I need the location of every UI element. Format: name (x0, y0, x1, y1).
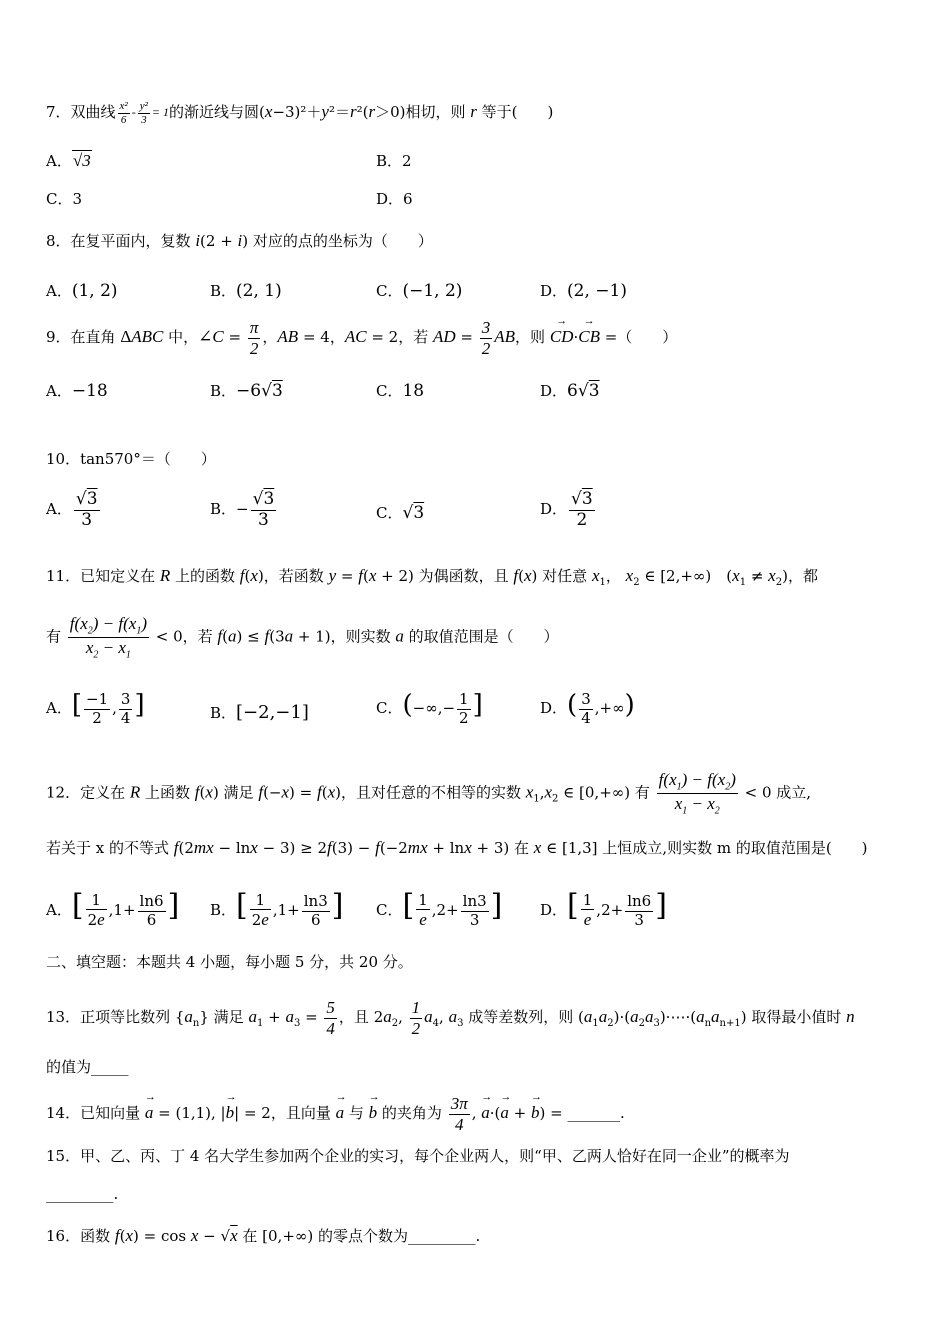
q15-stem-line2: _________. (46, 1185, 119, 1203)
q11-option-d: D．( $\frac{3}{4}$ ,+∞) (540, 690, 635, 727)
q12-option-c: C．[ $\frac{1}{e}$ ,2+ $\frac{\ln 3}{3}$ ] (376, 888, 503, 930)
q10-stem: 10．tan570°＝（ ） (46, 450, 216, 468)
q9-option-a: A．−18 (46, 381, 108, 401)
q9-stem: 9．在直角 ΔABC 中，∠C = $\frac{\pi}{2}$ ，AB = 4，AC = 2，若 AD = $\frac{3}{2}$ AB，则 → CD·→ CB =（ ） (46, 318, 677, 358)
q9-option-d: D．6√3 (540, 381, 600, 401)
q11-stem-line1: 11．已知定义在 R 上的函数 f(x)，若函数 y = f(x + 2) 为偶函数，且 f(x) 对任意 $x_1$， $x_2$ ∈ [2,+∞) $(x_1 \ne x_2)$，都 (46, 566, 818, 588)
q7-stem: 7．双曲线 $\frac{\text{x²}}{6}$ - $\frac{\text{y²}}{3}$ = 1的渐近线与圆(x−3)²＋y²＝r²(r＞0)相切，则 r 等于( ) (46, 100, 554, 126)
q10-option-c: C．√3 (376, 503, 425, 523)
q7-option-d: D．6 (376, 190, 413, 208)
q8-option-c: C．(−1, 2) (376, 281, 463, 301)
q9-option-c: C．18 (376, 381, 425, 401)
q10-option-d: D． $\frac{√3}{2}$ (540, 489, 593, 530)
q10-option-b: B．− $\frac{√3}{3}$ (210, 489, 275, 530)
q8-stem: 8．在复平面内，复数 i(2 + i) 对应的点的坐标为（ ） (46, 231, 433, 250)
q8-option-d: D．(2, −1) (540, 281, 627, 301)
q7-option-a: A．√3 (46, 151, 91, 170)
q11-option-c: C．(−∞,− $\frac{1}{2}$ ] (376, 690, 483, 727)
q16-stem: 16．函数 f(x) = cos x − √x 在 [0,+∞) 的零点个数为_________. (46, 1226, 481, 1245)
q12-stem-line1: 12．定义在 R 上函数 f(x) 满足 f(−x) = f(x)，且对任意的不相等的实数 $x_1,x_2$ ∈ [0,+∞) 有 $\frac{f(x_1) - f(x_2)}{x_1 - x_2}$ < 0 成立, (46, 770, 812, 817)
q7-option-c: C．3 (46, 190, 83, 208)
q15-stem-line1: 15．甲、乙、丙、丁 4 名大学生参加两个企业的实习，每个企业两人，则“甲、乙两人恰好在同一企业”的概率为 (46, 1147, 790, 1165)
q12-stem-line2: 若关于 x 的不等式 f(2mx − lnx − 3) ≥ 2f(3) − f(−2mx + lnx + 3) 在 x ∈ [1,3] 上恒成立,则实数 m 的取值范围是( ) (46, 838, 868, 857)
q8-option-a: A．(1, 2) (46, 281, 118, 301)
q11-stem-line2: 有 $\frac{f(x_2) - f(x_1)}{x_2 - x_1}$ < 0，若 f(a) ≤ f(3a + 1)，则实数 a 的取值范围是（ ） (46, 614, 559, 661)
q13-stem-line2: 的值为_____ (46, 1058, 129, 1076)
section-fill-in-heading: 二、填空题：本题共 4 小题，每小题 5 分，共 20 分。 (46, 953, 413, 971)
q14-stem: 14．已知向量 → a = (1,1), |→ b| = 2，且向量 → a 与 → b 的夹角为 $\frac{3\pi}{4}$ , → a·(→ a + → b) = _______. (46, 1094, 625, 1134)
q12-option-a: A．[ $\frac{1}{2e}$ ,1+ $\frac{\ln 6}{6}$ ] (46, 888, 180, 930)
q10-option-a: A． $\frac{√3}{3}$ (46, 489, 98, 530)
q7-option-b: B．2 (376, 152, 412, 170)
q9-option-b: B．−6√3 (210, 381, 283, 401)
q11-option-b: B．[−2,−1] (210, 702, 309, 723)
q12-option-d: D．[ $\frac{1}{e}$ ,2+ $\frac{\ln 6}{3}$ ] (540, 888, 667, 930)
q8-option-b: B．(2, 1) (210, 281, 282, 301)
q12-option-b: B．[ $\frac{1}{2e}$ ,1+ $\frac{\ln 3}{6}$ ] (210, 888, 344, 930)
q11-option-a: A．[ $\frac{-1}{2}$ , $\frac{3}{4}$ ] (46, 690, 145, 727)
q13-stem-line1: 13．正项等比数列 $\{a_n\}$ 满足 $a_1 + a_3$ = $\frac{5}{4}$ ，且 $2a_2$, $\frac{1}{2}$ $a_4$, $a_3$ 成等差数列，则 $(a_1a_2)\cdot(a_2a_3)\cdot\cdots\cdot(a_na_{n+1})$ 取得最小值时 n (46, 998, 855, 1038)
